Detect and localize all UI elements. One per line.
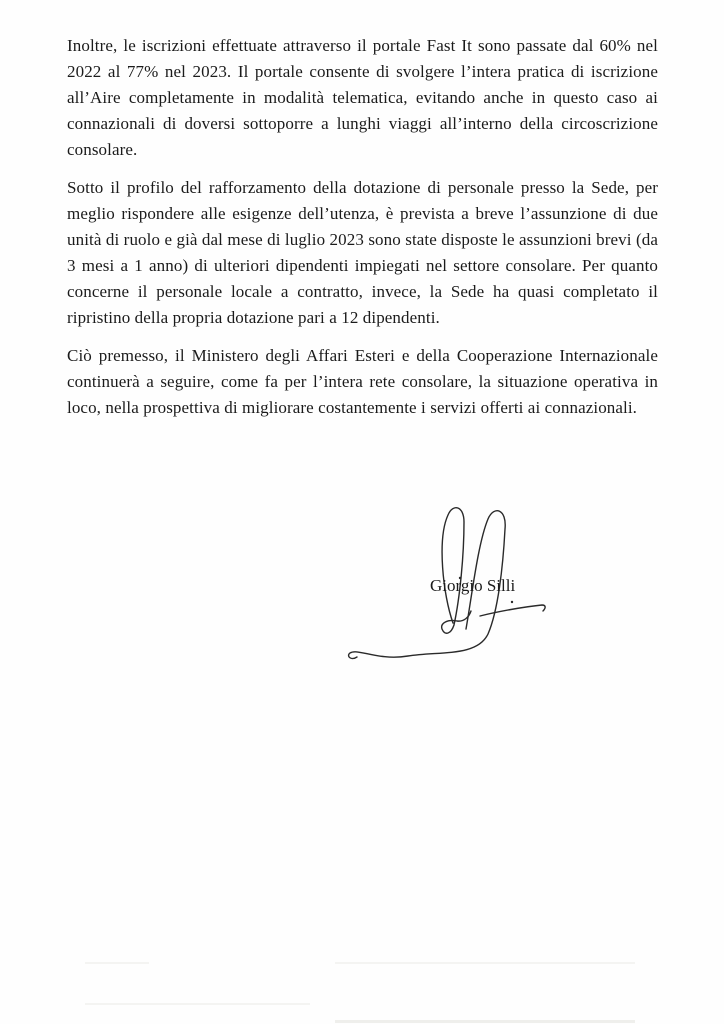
scan-bleed-artifact	[335, 1020, 635, 1023]
paragraph-fast-it-portal: Inoltre, le iscrizioni effettuate attraverso il portale Fast It sono passate dal 60% nel 2022 al 77% nel 2023. Il portale consente di svolgere l’intera pratica di iscrizione all’Aire completamente in modalità telematica, evitando anche in questo caso ai connazionali di doversi sottoporre a lunghi viaggi all’interno della circoscrizione consolare.	[67, 36, 658, 159]
paragraph-ministry-commitment: Ciò premesso, il Ministero degli Affari Esteri e della Cooperazione Internazionale continuerà a seguire, come fa per l’intera rete consolare, la situazione operativa in loco, nella prospettiva di migliorare costantemente i servizi offerti ai connazionali.	[67, 346, 658, 417]
scan-bleed-artifact	[335, 962, 635, 964]
signatory-name: Giorgio Silli	[430, 576, 516, 595]
paragraph-staff-reinforcement: Sotto il profilo del rafforzamento della dotazione di personale presso la Sede, per meglio rispondere alle esigenze dell’utenza, è prevista a breve l’assunzione di due unità di ruolo e già dal mese di luglio 2023 sono state disposte le assunzioni brevi (da 3 mesi a 1 anno) di ulteriori dipendenti impiegati nel settore consolare. Per quanto concerne il personale locale a contratto, invece, la Sede ha quasi completato il ripristino della propria dotazione pari a 12 dipendenti.	[67, 178, 658, 327]
letter-body	[67, 33, 658, 433]
scan-bleed-artifact	[85, 962, 149, 964]
scan-bleed-artifact	[85, 1003, 310, 1005]
signature-block	[340, 495, 570, 675]
